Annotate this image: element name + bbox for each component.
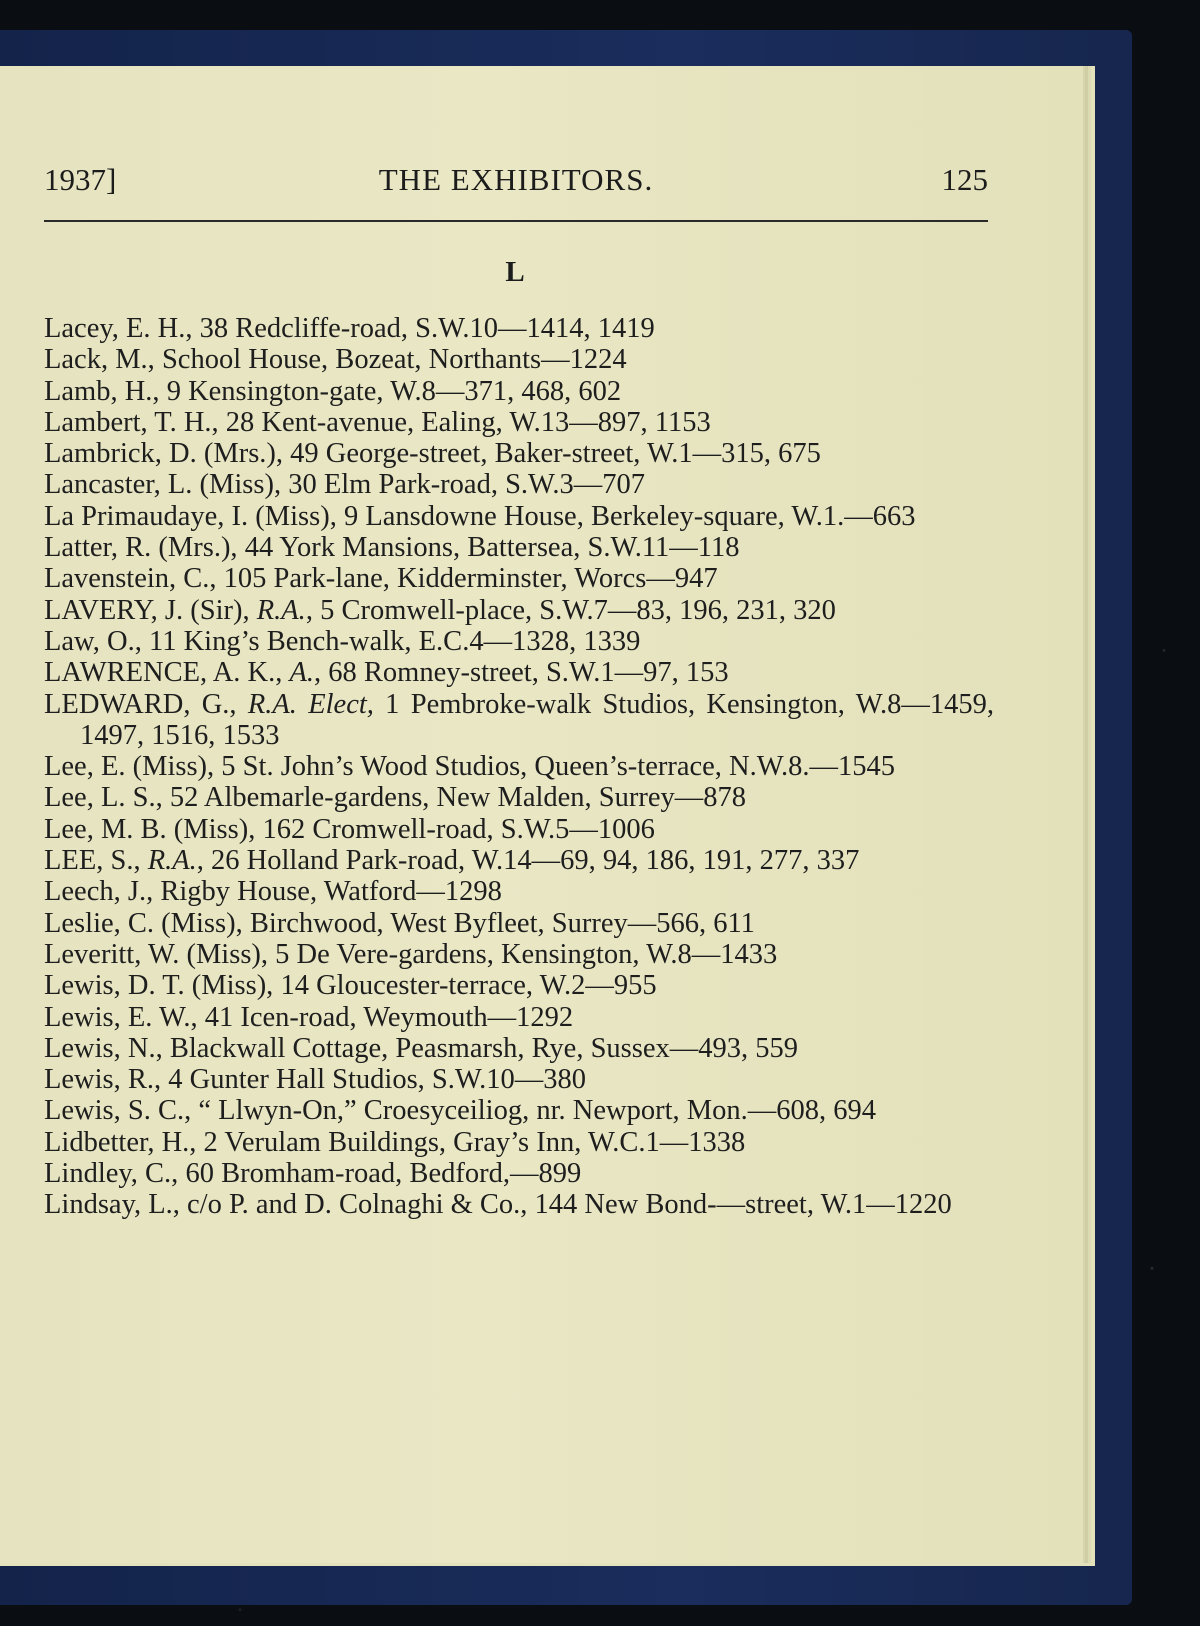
exhibitor-name: La Primaudaye, I. (Miss),: [44, 500, 344, 532]
exhibitor-name: Lidbetter, H.,: [44, 1126, 204, 1158]
exhibitor-entry: [44, 814, 994, 845]
exhibitor-entry: [44, 1033, 994, 1064]
exhibitor-address-and-works: 38 Redcliffe-road, S.W.10—1414, 1419: [199, 313, 655, 344]
exhibitor-honour: A.: [289, 657, 315, 689]
exhibitor-name: Leech, J.,: [44, 876, 161, 908]
exhibitor-entry: [44, 657, 994, 688]
exhibitor-name: Lack, M.,: [44, 344, 162, 376]
exhibitor-address-and-works: 2 Verulam Buildings, Gray’s Inn, W.C.1—1338: [203, 1126, 746, 1158]
exhibitor-address-and-works: 9 Kensington-gate, W.8—371, 468, 602: [166, 375, 622, 407]
exhibitor-name: LEDWARD, G.,: [44, 688, 248, 720]
exhibitor-name: Lambrick, D. (Mrs.),: [44, 438, 291, 470]
exhibitor-entry: [44, 751, 994, 782]
exhibitor-address-and-works: Birchwood, West Byfleet, Surrey—566, 611: [249, 907, 755, 939]
exhibitor-entry: [44, 876, 994, 907]
exhibitor-honour: R.A.: [147, 845, 197, 877]
exhibitor-address-and-works: 5 De Vere-gardens, Kensington, W.8—1433: [275, 938, 778, 970]
exhibitor-entry: [44, 407, 994, 438]
exhibitor-name: Leslie, C. (Miss),: [44, 907, 250, 939]
exhibitor-address-and-works: , 26 Holland Park-road, W.14—69, 94, 186, 191, 277, 337: [196, 845, 860, 877]
exhibitor-address-and-works: 52 Albemarle-gardens, New Malden, Surrey—878: [169, 782, 747, 814]
exhibitor-name: Lee, E. (Miss),: [44, 751, 222, 783]
exhibitor-entry: [44, 782, 994, 813]
running-header: [44, 162, 988, 202]
exhibitor-entry: [44, 344, 994, 375]
exhibitor-entry: [44, 501, 994, 532]
exhibitor-address-and-works: 11 King’s Bench-walk, E.C.4—1328, 1339: [149, 625, 641, 657]
exhibitor-name: LAVERY, J. (Sir),: [44, 594, 257, 626]
exhibitor-address-and-works: 49 George-street, Baker-street, W.1—315, 675: [290, 438, 821, 470]
exhibitor-address-and-works: 1 Pembroke-walk Studios, Kensington, W.8—1459, 1497, 1516, 1533: [80, 688, 994, 751]
exhibitor-name: Lindsay, L.,: [44, 1189, 188, 1221]
exhibitor-name: Lambert, T. H.,: [44, 406, 226, 438]
exhibitor-entry: [44, 1127, 994, 1158]
exhibitor-entry: [44, 532, 994, 563]
exhibitor-entry: [44, 313, 994, 344]
exhibitor-entry: [44, 1064, 994, 1095]
exhibitor-address-and-works: 44 York Mansions, Battersea, S.W.11—118: [244, 532, 740, 564]
exhibitor-name: Lancaster, L. (Miss),: [44, 469, 289, 501]
exhibitor-address-and-works: 28 Kent-avenue, Ealing, W.13—897, 1153: [225, 406, 711, 438]
exhibitor-name: Lewis, S. C.,: [44, 1095, 199, 1127]
exhibitor-entry: [44, 595, 994, 626]
exhibitor-address-and-works: 5 St. John’s Wood Studios, Queen’s-terrace, N.W.8.—1545: [221, 751, 896, 783]
exhibitor-name: Law, O.,: [44, 625, 149, 657]
exhibitor-name: Lewis, E. W.,: [44, 1001, 205, 1033]
exhibitor-entry: [44, 563, 994, 594]
exhibitor-honour: R.A. Elect,: [247, 688, 374, 720]
header-rule: [44, 220, 988, 222]
exhibitor-address-and-works: c/o P. and D. Colnaghi & Co., 144 New Bond-—street, W.1—1220: [187, 1189, 952, 1221]
exhibitor-entry: [44, 1158, 994, 1189]
exhibitor-list: [44, 313, 994, 1221]
exhibitor-entry: [44, 939, 994, 970]
exhibitor-name: Lewis, R.,: [44, 1064, 169, 1096]
exhibitor-address-and-works: 14 Gloucester-terrace, W.2—955: [280, 970, 657, 1002]
exhibitor-entry: [44, 1095, 994, 1126]
exhibitor-entry: [44, 469, 994, 500]
header-title: THE EXHIBITORS.: [378, 162, 654, 197]
exhibitor-address-and-works: 30 Elm Park-road, S.W.3—707: [288, 469, 645, 501]
exhibitor-name: LEE, S.,: [44, 845, 148, 877]
exhibitor-address-and-works: 9 Lansdowne House, Berkeley-square, W.1.—663: [343, 500, 916, 532]
exhibitor-name: Lamb, H.,: [44, 375, 167, 407]
exhibitor-entry: [44, 376, 994, 407]
exhibitor-name: Lee, L. S.,: [44, 782, 170, 814]
exhibitor-name: Latter, R. (Mrs.),: [44, 532, 245, 564]
exhibitor-address-and-works: 4 Gunter Hall Studios, S.W.10—380: [168, 1064, 587, 1096]
exhibitor-address-and-works: 41 Icen-road, Weymouth—1292: [204, 1001, 574, 1033]
header-year: 1937]: [44, 162, 117, 197]
exhibitor-address-and-works: 105 Park-lane, Kidderminster, Worcs—947: [223, 563, 718, 595]
exhibitor-name: Lacey, E. H.,: [44, 313, 200, 344]
exhibitor-name: Lindley, C.,: [44, 1158, 186, 1190]
section-letter: L: [505, 256, 525, 288]
exhibitor-address-and-works: School House, Bozeat, Northants—1224: [161, 344, 627, 376]
exhibitor-entry: [44, 626, 994, 657]
exhibitor-address-and-works: “ Llwyn-On,” Croesyceiliog, nr. Newport, Mon.—608, 694: [198, 1095, 876, 1127]
exhibitor-name: Lee, M. B. (Miss),: [44, 813, 263, 845]
exhibitor-address-and-works: Rigby House, Watford—1298: [160, 876, 502, 908]
exhibitor-name: Lewis, D. T. (Miss),: [44, 970, 281, 1002]
exhibitor-entry: [44, 845, 994, 876]
exhibitor-entry: [44, 908, 994, 939]
exhibitor-name: Lavenstein, C.,: [44, 563, 224, 595]
exhibitor-address-and-works: , 5 Cromwell-place, S.W.7—83, 196, 231, 320: [305, 594, 836, 626]
exhibitor-address-and-works: 162 Cromwell-road, S.W.5—1006: [262, 813, 655, 845]
exhibitor-name: Leveritt, W. (Miss),: [44, 938, 276, 970]
exhibitor-entry: [44, 438, 994, 469]
exhibitor-entry: [44, 970, 994, 1001]
exhibitor-name: LAWRENCE, A. K.,: [44, 657, 290, 689]
exhibitor-entry: [44, 689, 994, 752]
exhibitor-honour: R.A.: [256, 594, 306, 626]
exhibitor-entry: [44, 1189, 994, 1220]
exhibitor-address-and-works: 60 Bromham-road, Bedford,—899: [185, 1158, 582, 1190]
exhibitor-entry: [44, 1002, 994, 1033]
page-number: 125: [941, 162, 988, 197]
exhibitor-address-and-works: , 68 Romney-street, S.W.1—97, 153: [314, 657, 729, 689]
exhibitor-address-and-works: Blackwall Cottage, Peasmarsh, Rye, Sussex—493, 559: [169, 1032, 799, 1064]
exhibitor-name: Lewis, N.,: [44, 1032, 170, 1064]
